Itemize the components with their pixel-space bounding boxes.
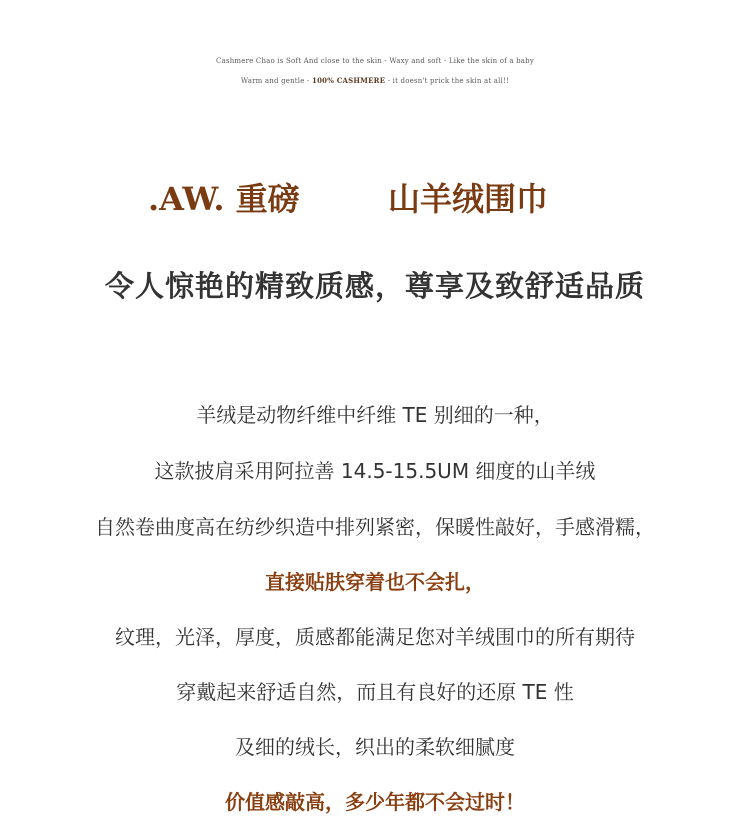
product-title: 山羊绒围巾 xyxy=(388,180,549,218)
tagline-line-2 xyxy=(0,76,750,85)
description-line: 及细的绒长，织出的柔软细腻度 xyxy=(235,735,515,759)
description-line: 羊绒是动物纤维中纤维 TE 别细的一种， xyxy=(196,403,554,427)
tagline-suffix: - it doesn't prick the skin at all!! xyxy=(385,77,510,85)
tagline-prefix: Warm and gentle - xyxy=(240,77,313,85)
description-line: 这款披肩采用阿拉善 14.5-15.5UM 细度的山羊绒 xyxy=(154,459,596,483)
description-line-emphasis: 直接贴肤穿着也不会扎， xyxy=(265,570,485,594)
tagline-highlight: 100% CASHMERE xyxy=(312,76,386,85)
page-subtitle: 令人惊艳的精致质感，尊享及致舒适品质 xyxy=(104,269,645,303)
description-line: 纹理，光泽，厚度，质感都能满足您对羊绒围巾的所有期待 xyxy=(115,625,635,649)
title-row xyxy=(0,172,750,222)
description-line: 自然卷曲度高在纺纱织造中排列紧密，保暖性敲好，手感滑糯， xyxy=(95,515,655,539)
tagline-line-1: Cashmere Chao is Soft And close to the skin - Waxy and soft - Like the skin of a baby xyxy=(215,57,535,65)
description-line-emphasis: 价值感敲高，多少年都不会过时！ xyxy=(225,790,525,814)
description-line: 穿戴起来舒适自然，而且有良好的还原 TE 性 xyxy=(176,680,574,704)
brand-title: .AW. 重磅 xyxy=(148,180,300,218)
